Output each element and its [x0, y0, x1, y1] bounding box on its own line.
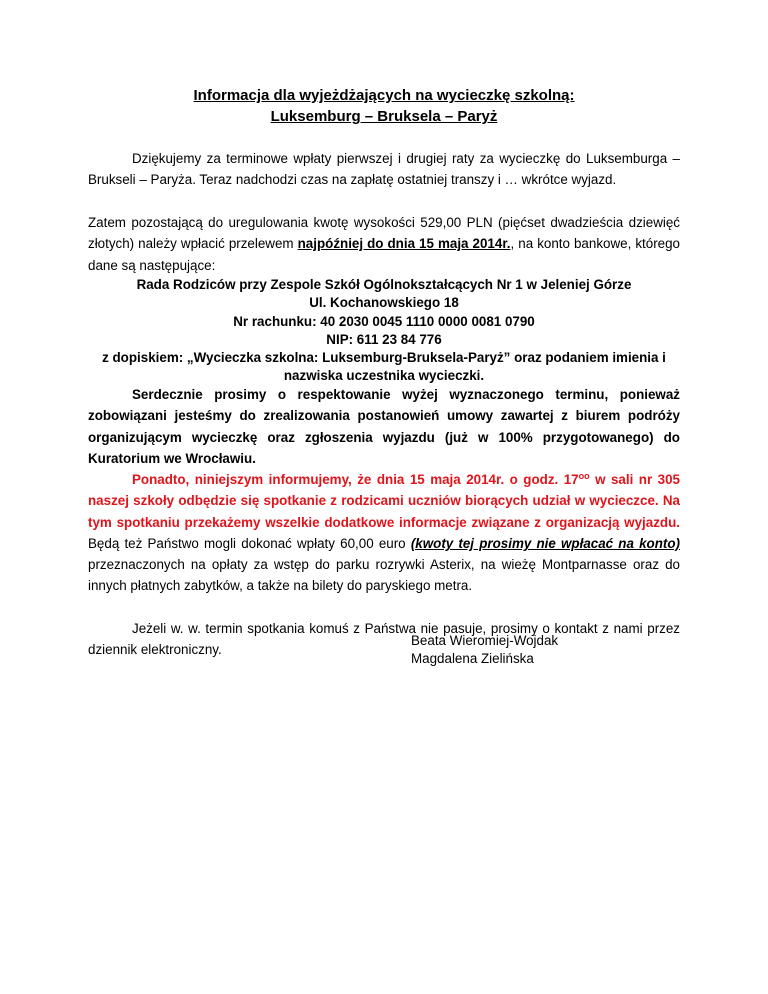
- paragraph-meeting: [88, 469, 680, 597]
- meeting-payment-info: Będą też Państwo mogli dokonać wpłaty 60,00 euro: [88, 535, 411, 551]
- meeting-announcement-b: w sali nr 305 naszej szkoły odbędzie się spotkanie z rodzicami uczniów biorących udział w wycieczce. Na tym spotkaniu przekażemy wszelkie dodatkowe informacje związane z organizacją wyjazdu.: [88, 472, 680, 530]
- meeting-time-sup: oo: [578, 471, 590, 481]
- paragraph-contact: Jeżeli w. w. termin spotkania komuś z Państwa nie pasuje, prosimy o kontakt z nami przez dziennik elektroniczny.: [88, 621, 680, 658]
- meeting-payment-emphasis: (kwoty tej prosimy nie wpłacać na konto): [410, 535, 680, 551]
- document-title-line2: Luksemburg – Bruksela – Paryż: [270, 108, 498, 125]
- signature-name: Magdalena Zielińska: [411, 651, 534, 666]
- meeting-payment-purpose: przeznaczonych na opłaty za wstęp do parku rozrywki Asterix, na wieżę Montparnasse oraz do innych płatnych zabytków, a także na bilety do paryskiego metra.: [88, 557, 680, 594]
- payment-deadline: najpóźniej do dnia 15 maja 2014r.: [297, 236, 511, 252]
- bank-recipient: Rada Rodziców przy Zespole Szkół Ogólnokształcących Nr 1 w Jeleniej Górze: [136, 277, 632, 292]
- payment-text-after: , na konto bankowe, którego dane są następujące:: [88, 236, 680, 273]
- paragraph-deadline-request: Serdecznie prosimy o respektowanie wyżej wyznaczonego terminu, ponieważ zobowiązani jesteśmy do zrealizowania postanowień umowy zawartej z biurem podróży organizującym wycieczkę oraz zgłoszenia wyjazdu (już w 100% przygotowanego) do Kuratorium we Wrocławiu.: [88, 387, 680, 466]
- payment-text-before: Zatem pozostającą do uregulowania kwotę wysokości 529,00 PLN (pięćset dwadzieścia dziewięć złotych) należy wpłacić przelewem: [88, 215, 680, 252]
- bank-address: Ul. Kochanowskiego 18: [309, 295, 459, 311]
- bank-details: [88, 276, 680, 386]
- meeting-announcement-a: Ponadto, niniejszym informujemy, że dnia 15 maja 2014r. o godz. 17: [132, 472, 579, 487]
- paragraph-payment: [88, 212, 680, 276]
- bank-transfer-note: z dopiskiem: „Wycieczka szkolna: Luksemburg-Bruksela-Paryż” oraz podaniem imienia i nazwiska uczestnika wycieczki.: [102, 350, 666, 384]
- bank-account-number: Nr rachunku: 40 2030 0045 1110 0000 0081 0790: [233, 313, 535, 329]
- paragraph-thanks: Dziękujemy za terminowe wpłaty pierwszej i drugiej raty za wycieczkę do Luksemburga – Brukseli – Paryża. Teraz nadchodzi czas na zapłatę ostatniej transzy i … wkrótce wyjazd.: [88, 151, 680, 188]
- signatures: [411, 632, 558, 668]
- bank-nip: NIP: 611 23 84 776: [326, 331, 442, 347]
- signature-name: Beata Wieromiej-Wojdak: [411, 633, 559, 648]
- document-title-line1: Informacja dla wyjeżdżających na wycieczkę szkolną:: [193, 87, 575, 104]
